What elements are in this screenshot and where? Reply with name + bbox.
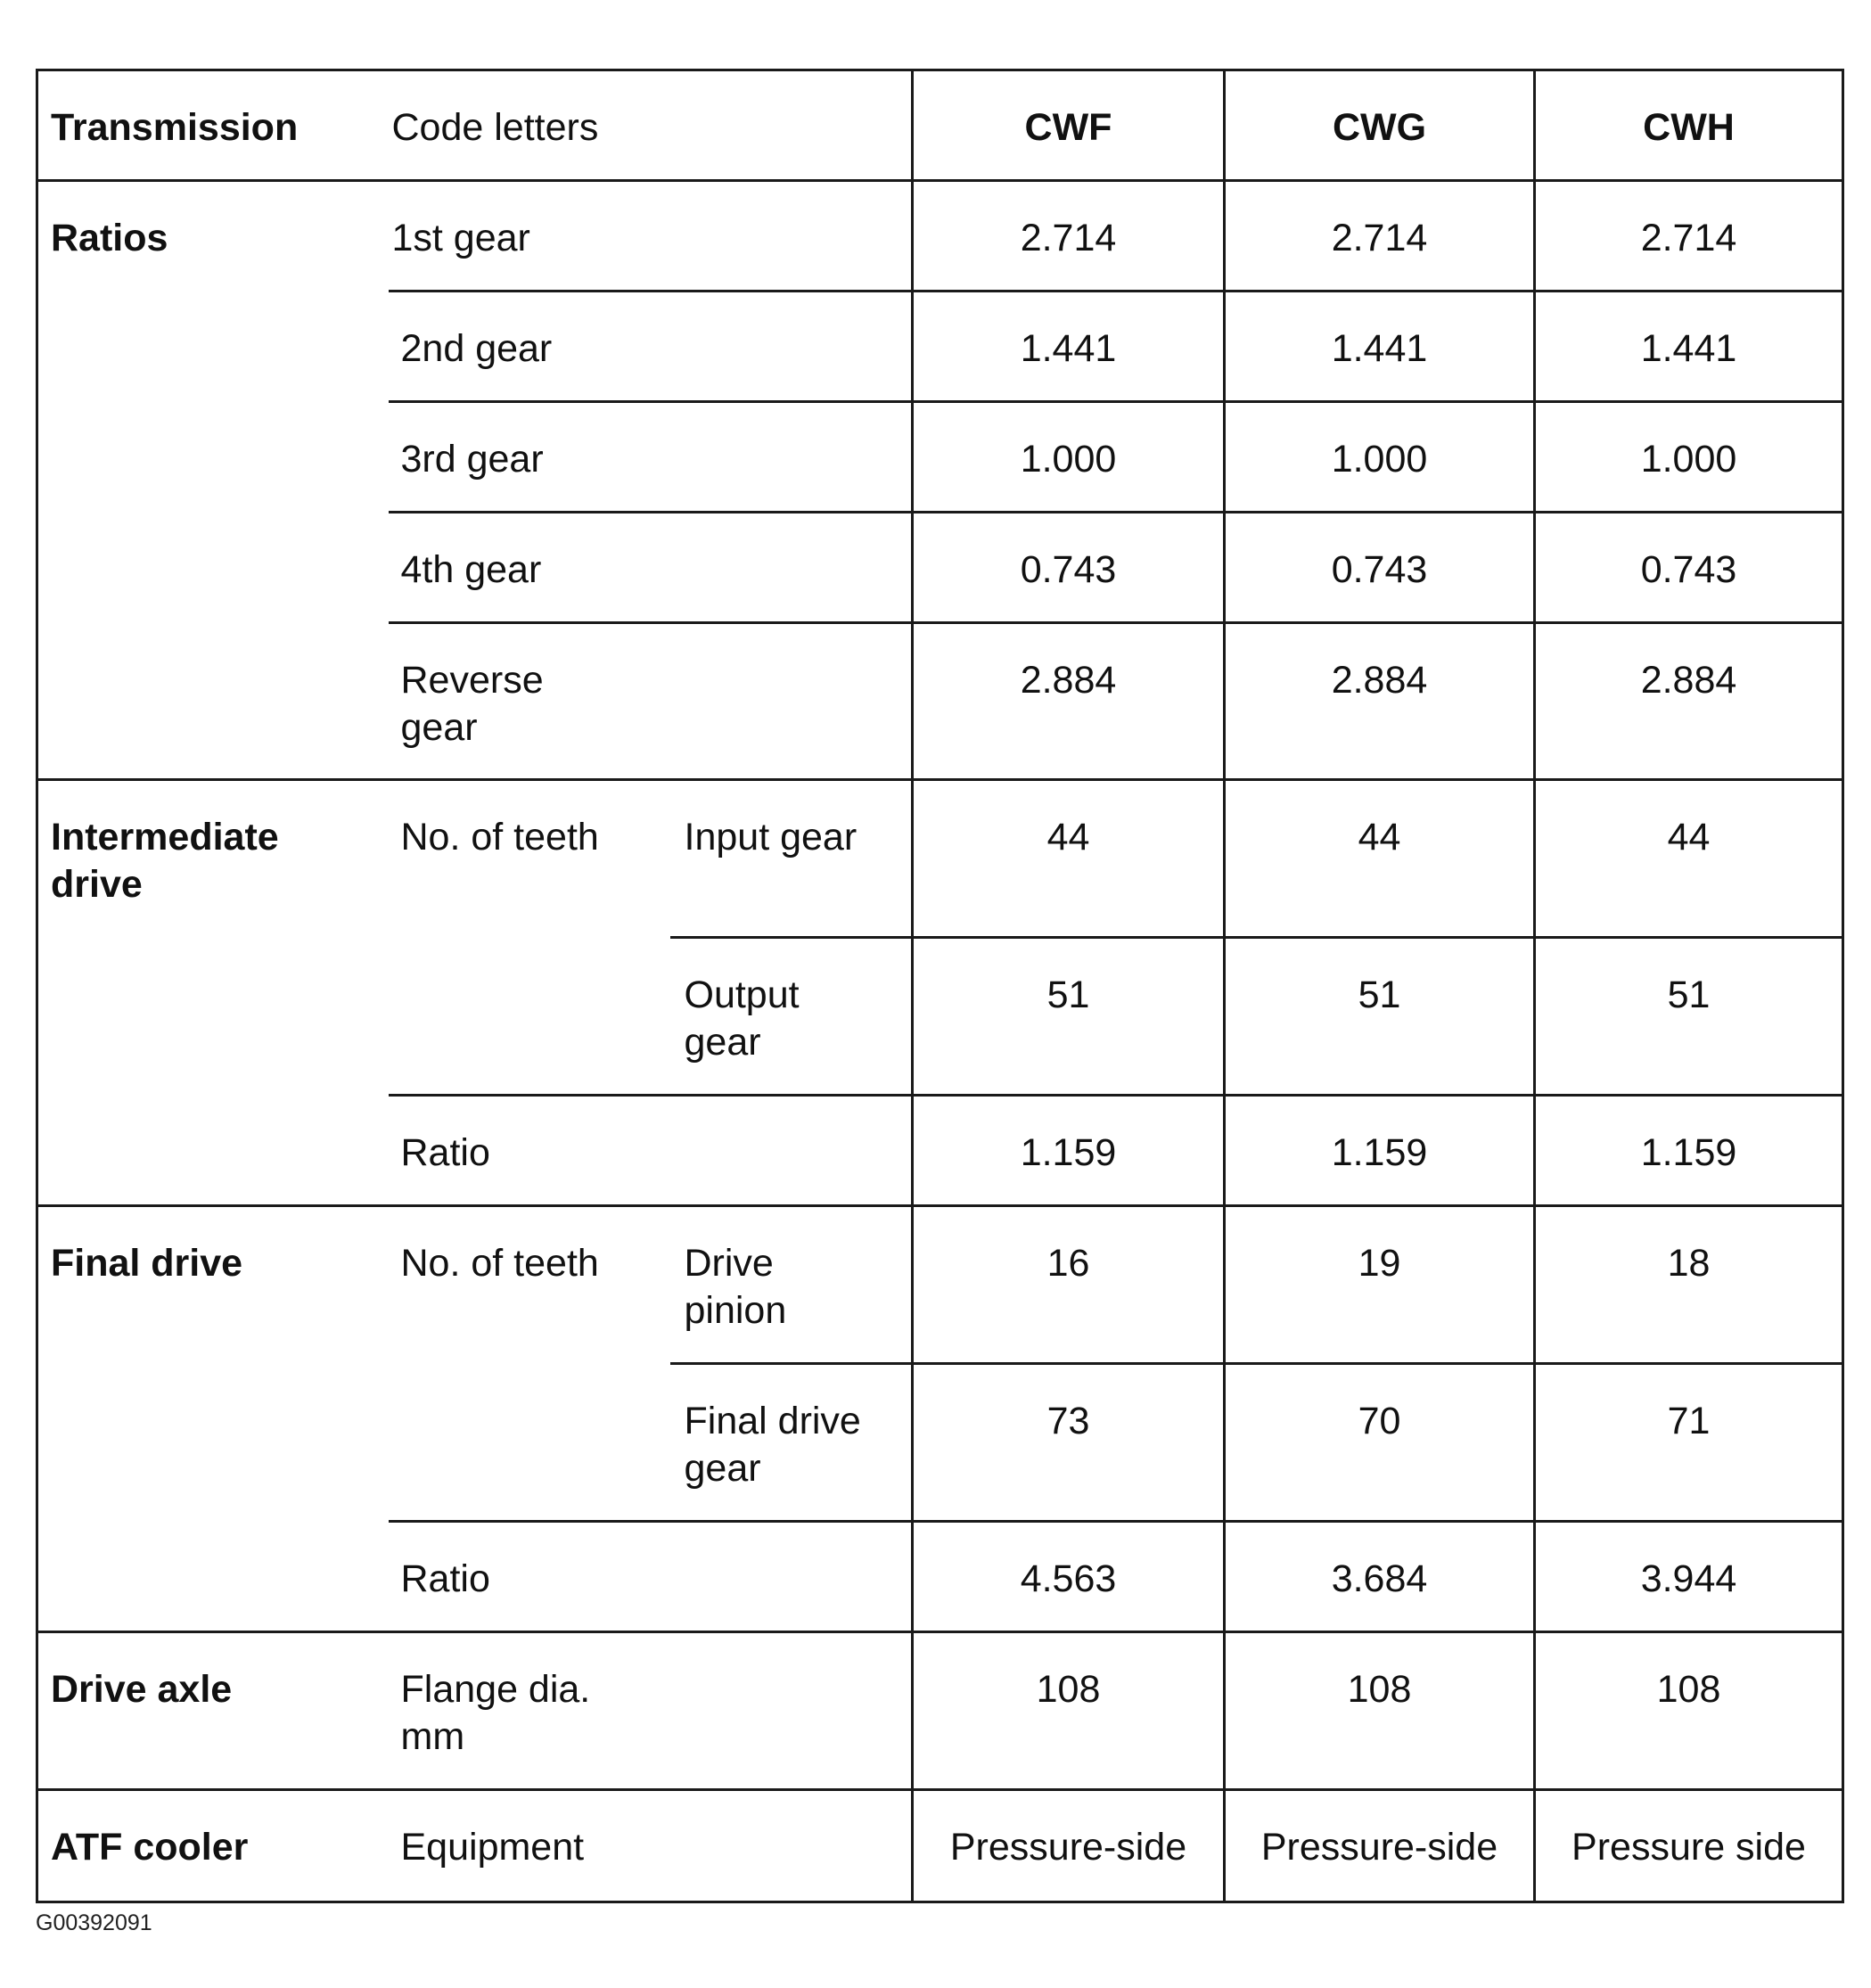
row-label: Ratio — [389, 1096, 913, 1206]
row-label: Ratio — [389, 1522, 913, 1632]
teeth-label: No. of teeth — [389, 1206, 670, 1522]
cell-value: 19 — [1225, 1206, 1535, 1364]
cell-value: 18 — [1535, 1206, 1843, 1364]
cell-value: 70 — [1225, 1364, 1535, 1522]
cell-value: 1.441 — [1225, 292, 1535, 402]
cell-value: 44 — [1225, 780, 1535, 938]
transmission-spec-table — [36, 69, 1844, 1903]
teeth-label: No. of teeth — [389, 780, 670, 1096]
intermediate-drive-group-label — [37, 780, 389, 1206]
cell-value: 0.743 — [1225, 513, 1535, 623]
cell-value: 2.714 — [1535, 181, 1843, 292]
sub-label — [670, 1206, 913, 1364]
cell-value: 1.000 — [913, 402, 1225, 513]
flange-dia-label: Flange dia. mm — [400, 1668, 591, 1758]
cell-value: 1.000 — [1225, 402, 1535, 513]
cell-value: 1.441 — [913, 292, 1225, 402]
cell-value: 1.159 — [1535, 1096, 1843, 1206]
cell-value: 3.684 — [1225, 1522, 1535, 1632]
cell-value: 1.159 — [1225, 1096, 1535, 1206]
row-label: 4th gear — [389, 513, 913, 623]
table-row — [37, 1790, 1843, 1902]
cell-value: 0.743 — [913, 513, 1225, 623]
drive-pinion-label: Drive pinion — [684, 1242, 787, 1332]
sub-label — [670, 1364, 913, 1522]
cell-value: 51 — [1535, 938, 1843, 1096]
intermediate-drive-text: Intermediate drive — [51, 816, 279, 906]
output-gear-label: Output gear — [684, 973, 800, 1064]
cell-value: 108 — [1225, 1632, 1535, 1790]
cell-value: 51 — [1225, 938, 1535, 1096]
final-drive-gear-label: Final drive gear — [684, 1400, 861, 1490]
ratios-group-label: Ratios — [37, 181, 389, 780]
cell-value: 4.563 — [913, 1522, 1225, 1632]
table-row — [37, 1632, 1843, 1790]
cell-value: 1.000 — [1535, 402, 1843, 513]
code-cwg-header: CWG — [1225, 70, 1535, 181]
transmission-header: Transmission — [37, 70, 389, 181]
cell-value: Pressure-side — [913, 1790, 1225, 1902]
cell-value: 0.743 — [1535, 513, 1843, 623]
cell-value: 2.884 — [913, 623, 1225, 780]
cell-value: Pressure side — [1535, 1790, 1843, 1902]
cell-value: 3.944 — [1535, 1522, 1843, 1632]
cell-value: 2.884 — [1225, 623, 1535, 780]
final-drive-group-label: Final drive — [37, 1206, 389, 1632]
row-label: 1st gear — [389, 181, 913, 292]
table-row — [37, 1206, 1843, 1364]
sub-label: Input gear — [670, 780, 913, 938]
row-label: Equipment — [389, 1790, 913, 1902]
drive-axle-group-label: Drive axle — [37, 1632, 389, 1790]
cell-value: 2.714 — [913, 181, 1225, 292]
row-label — [389, 623, 913, 780]
reverse-gear-label: Reverse gear — [400, 659, 544, 749]
row-label: 3rd gear — [389, 402, 913, 513]
cell-value: 16 — [913, 1206, 1225, 1364]
image-code: G00392091 — [36, 1910, 152, 1935]
cell-value: 2.884 — [1535, 623, 1843, 780]
atf-cooler-group-label: ATF cooler — [37, 1790, 389, 1902]
cell-value: 2.714 — [1225, 181, 1535, 292]
code-cwf-header: CWF — [913, 70, 1225, 181]
cell-value: 73 — [913, 1364, 1225, 1522]
cell-value: 1.441 — [1535, 292, 1843, 402]
cell-value: 71 — [1535, 1364, 1843, 1522]
cell-value: 44 — [1535, 780, 1843, 938]
cell-value: 1.159 — [913, 1096, 1225, 1206]
code-cwh-header: CWH — [1535, 70, 1843, 181]
row-label — [389, 1632, 913, 1790]
header-row — [37, 70, 1843, 181]
sub-label — [670, 938, 913, 1096]
row-label: 2nd gear — [389, 292, 913, 402]
code-letters-header: Code letters — [389, 70, 913, 181]
table-row — [37, 181, 1843, 292]
cell-value: Pressure-side — [1225, 1790, 1535, 1902]
cell-value: 51 — [913, 938, 1225, 1096]
cell-value: 108 — [913, 1632, 1225, 1790]
cell-value: 44 — [913, 780, 1225, 938]
table-row — [37, 780, 1843, 938]
cell-value: 108 — [1535, 1632, 1843, 1790]
